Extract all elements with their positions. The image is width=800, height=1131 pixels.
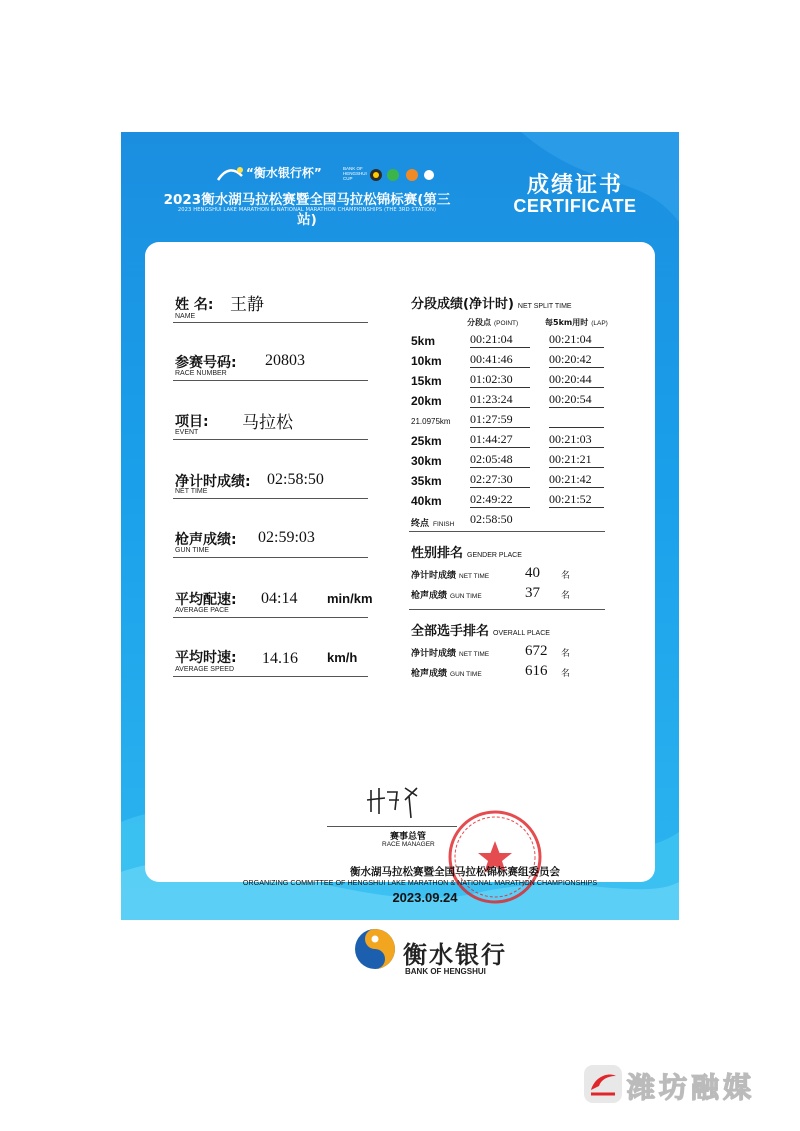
- media-watermark: [583, 1062, 783, 1106]
- event-title: 2023衡水湖马拉松赛暨全国马拉松锦标赛(第三站): [163, 192, 451, 228]
- pace-unit: min/km: [327, 591, 373, 606]
- speed-value: 14.16: [262, 650, 298, 667]
- certificate: [121, 132, 679, 976]
- runner-name: 王静: [230, 295, 264, 315]
- net-time: 02:58:50: [267, 471, 324, 488]
- signature: [365, 782, 435, 822]
- split-row: 35km 02:27:30 00:21:42: [411, 472, 641, 492]
- overall-place-title: 全部选手排名 OVERALL PLACE: [411, 624, 550, 639]
- event-label: 项目:: [175, 414, 209, 430]
- net-time-label-en: NET TIME: [175, 488, 208, 495]
- divider: [409, 531, 605, 532]
- split-row: 25km 01:44:27 00:21:03: [411, 432, 641, 452]
- organizer-name-en: ORGANIZING COMMITTEE OF HENGSHUI LAKE MARATHON & NATIONAL MARATHON CHAMPIONSHIPS: [242, 878, 598, 887]
- event-title-en: 2023 HENGSHUI LAKE MARATHON & NATIONAL MARATHON CHAMPIONSHIPS (THE 3RD STATION): [177, 207, 437, 213]
- pace-label: 平均配速:: [175, 592, 237, 608]
- certificate-title-cn: 成绩证书: [526, 173, 623, 198]
- speed-label-en: AVERAGE SPEED: [175, 666, 235, 673]
- pace-value: 04:14: [261, 590, 298, 607]
- split-row: 30km 02:05:48 00:21:21: [411, 452, 641, 472]
- lap-column-head: 每5km用时 (LAP): [545, 318, 608, 327]
- gender-gun-row: 枪声成绩 GUN TIME 37 名: [411, 585, 571, 601]
- split-finish-row: 终点 FINISH 02:58:50: [411, 512, 513, 528]
- event-value: 马拉松: [242, 413, 293, 433]
- split-row: 20km 01:23:24 00:20:54: [411, 392, 641, 412]
- race-number-label: 参赛号码:: [175, 355, 237, 371]
- point-column-head: 分段点 (POINT): [467, 318, 519, 327]
- split-row: 40km 02:49:22 00:21:52: [411, 492, 641, 512]
- gun-time: 02:59:03: [258, 529, 315, 546]
- divider: [173, 498, 368, 499]
- bank-name-en: BANK OF HENGSHUI: [405, 967, 486, 976]
- name-label: 姓 名:: [175, 297, 214, 313]
- event-label-en: EVENT: [175, 429, 199, 436]
- bank-logo-icon: [353, 927, 397, 971]
- race-manager-cn: 赛事总管: [390, 832, 427, 842]
- certificate-title-en: CERTIFICATE: [513, 196, 637, 216]
- speed-label: 平均时速:: [175, 650, 237, 666]
- cup-name: “衡水银行杯”: [246, 166, 322, 180]
- divider: [409, 609, 605, 610]
- split-row: 21.0975km 01:27:59: [411, 412, 641, 432]
- gender-place-title: 性别排名 GENDER PLACE: [411, 546, 522, 561]
- divider: [173, 439, 368, 440]
- gender-net-row: 净计时成绩 NET TIME 40 名: [411, 565, 571, 581]
- divider: [173, 322, 368, 323]
- divider: [173, 380, 368, 381]
- divider: [173, 617, 368, 618]
- media-watermark-text: 潍坊融媒: [627, 1071, 756, 1104]
- split-row: 10km 00:41:46 00:20:42: [411, 352, 641, 372]
- race-manager-en: RACE MANAGER: [382, 841, 435, 848]
- media-logo-icon: [583, 1064, 623, 1104]
- overall-gun-row: 枪声成绩 GUN TIME 616 名: [411, 663, 571, 679]
- name-label-en: NAME: [175, 313, 196, 320]
- net-time-label: 净计时成绩:: [175, 474, 251, 490]
- issue-date: 2023.09.24: [392, 890, 458, 905]
- race-number-label-en: RACE NUMBER: [175, 370, 227, 377]
- overall-net-row: 净计时成绩 NET TIME 672 名: [411, 643, 571, 659]
- gun-time-label-en: GUN TIME: [175, 547, 210, 554]
- bank-name-cn: 衡水银行: [403, 940, 507, 969]
- race-number: 20803: [265, 352, 305, 369]
- signature-line: [327, 826, 457, 827]
- split-row: 5km 00:21:04 00:21:04: [411, 332, 641, 352]
- speed-unit: km/h: [327, 650, 358, 665]
- split-row: 15km 01:02:30 00:20:44: [411, 372, 641, 392]
- split-title: 分段成绩(净计时) NET SPLIT TIME: [411, 297, 572, 312]
- pace-label-en: AVERAGE PACE: [175, 607, 229, 614]
- divider: [173, 676, 368, 677]
- gun-time-label: 枪声成绩:: [175, 532, 237, 548]
- organizer-name-cn: 衡水湖马拉松赛暨全国马拉松锦标赛组委员会: [350, 866, 560, 878]
- result-card: [145, 242, 655, 976]
- cup-name-en: BANK OF HENGSHUI CUP: [343, 166, 367, 181]
- divider: [173, 557, 368, 558]
